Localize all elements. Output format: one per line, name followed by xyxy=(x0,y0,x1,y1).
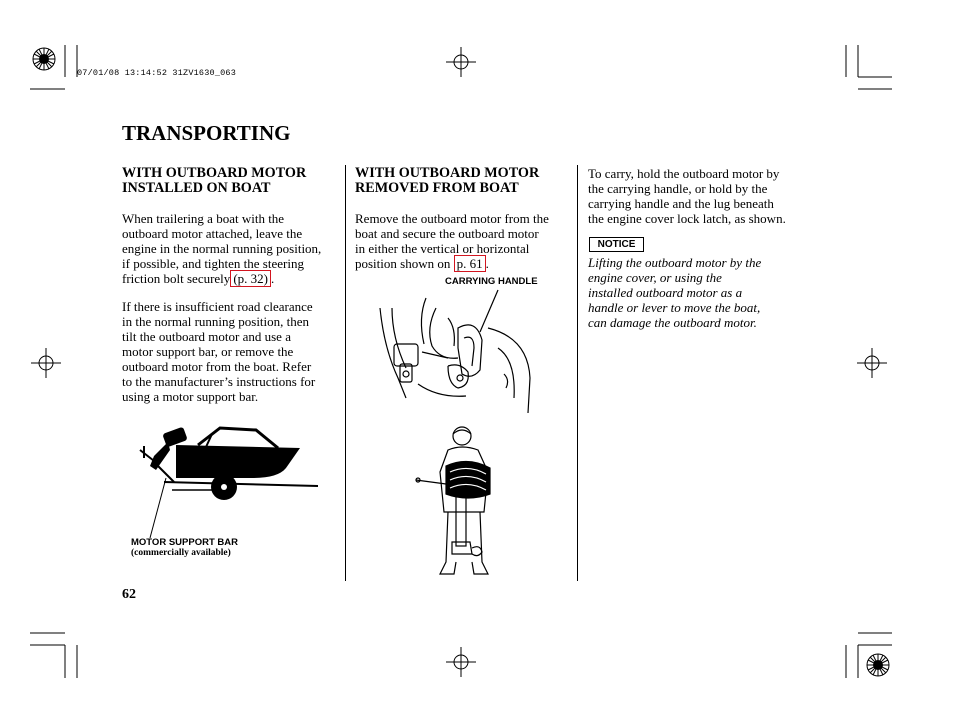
section-heading-removed: WITH OUTBOARD MOTOR REMOVED FROM BOAT xyxy=(355,165,540,196)
paragraph-road-clearance: If there is insufficient road clearance in the normal running position, then tilt the outboard motor and use a motor support bar, or remove the outboard motor from the boat. Refer to the manufacturer’s instructions for using a motor support bar. xyxy=(122,299,316,404)
notice-badge: NOTICE xyxy=(589,237,644,252)
registration-target-icon xyxy=(446,47,476,77)
print-stamp: 07/01/08 13:14:52 31ZV1630_063 xyxy=(77,68,237,78)
page-ref-link[interactable]: (p. 32) xyxy=(230,270,271,287)
notice-text: Lifting the outboard motor by the engine cover, or using the installed outboard motor as a handle or lever to move the boat, can damage the outboard motor. xyxy=(588,255,762,330)
registration-target-icon xyxy=(857,348,887,378)
caption-motor-support-bar: MOTOR SUPPORT BAR (commercially available) xyxy=(131,537,238,558)
registration-starburst-icon xyxy=(863,650,893,680)
section-heading-installed: WITH OUTBOARD MOTOR INSTALLED ON BOAT xyxy=(122,165,307,196)
paragraph-remove-motor: Remove the outboard motor from the boat and secure the outboard motor in either the vertical or horizontal position shown on p. 61 . xyxy=(355,211,549,271)
column-divider xyxy=(345,165,346,581)
registration-starburst-icon xyxy=(29,44,59,74)
carrying-handle-illustration xyxy=(378,288,558,418)
caption-carrying-handle: CARRYING HANDLE xyxy=(445,276,538,287)
page-title: TRANSPORTING xyxy=(122,121,291,145)
paragraph-trailering: When trailering a boat with the outboard motor attached, leave the engine in the normal running position, if possible, and tighten the steering friction bolt securely (p. 32) . xyxy=(122,211,322,286)
paragraph-how-to-carry: To carry, hold the outboard motor by the carrying handle, or hold by the carrying handle and the lug beneath the engine cover lock latch, as shown. xyxy=(588,166,786,226)
column-divider xyxy=(577,165,578,581)
registration-target-icon xyxy=(31,348,61,378)
registration-target-icon xyxy=(446,647,476,677)
page-number: 62 xyxy=(122,587,136,602)
person-carrying-motor-illustration xyxy=(412,422,532,582)
page-ref-link[interactable]: p. 61 xyxy=(454,255,486,272)
